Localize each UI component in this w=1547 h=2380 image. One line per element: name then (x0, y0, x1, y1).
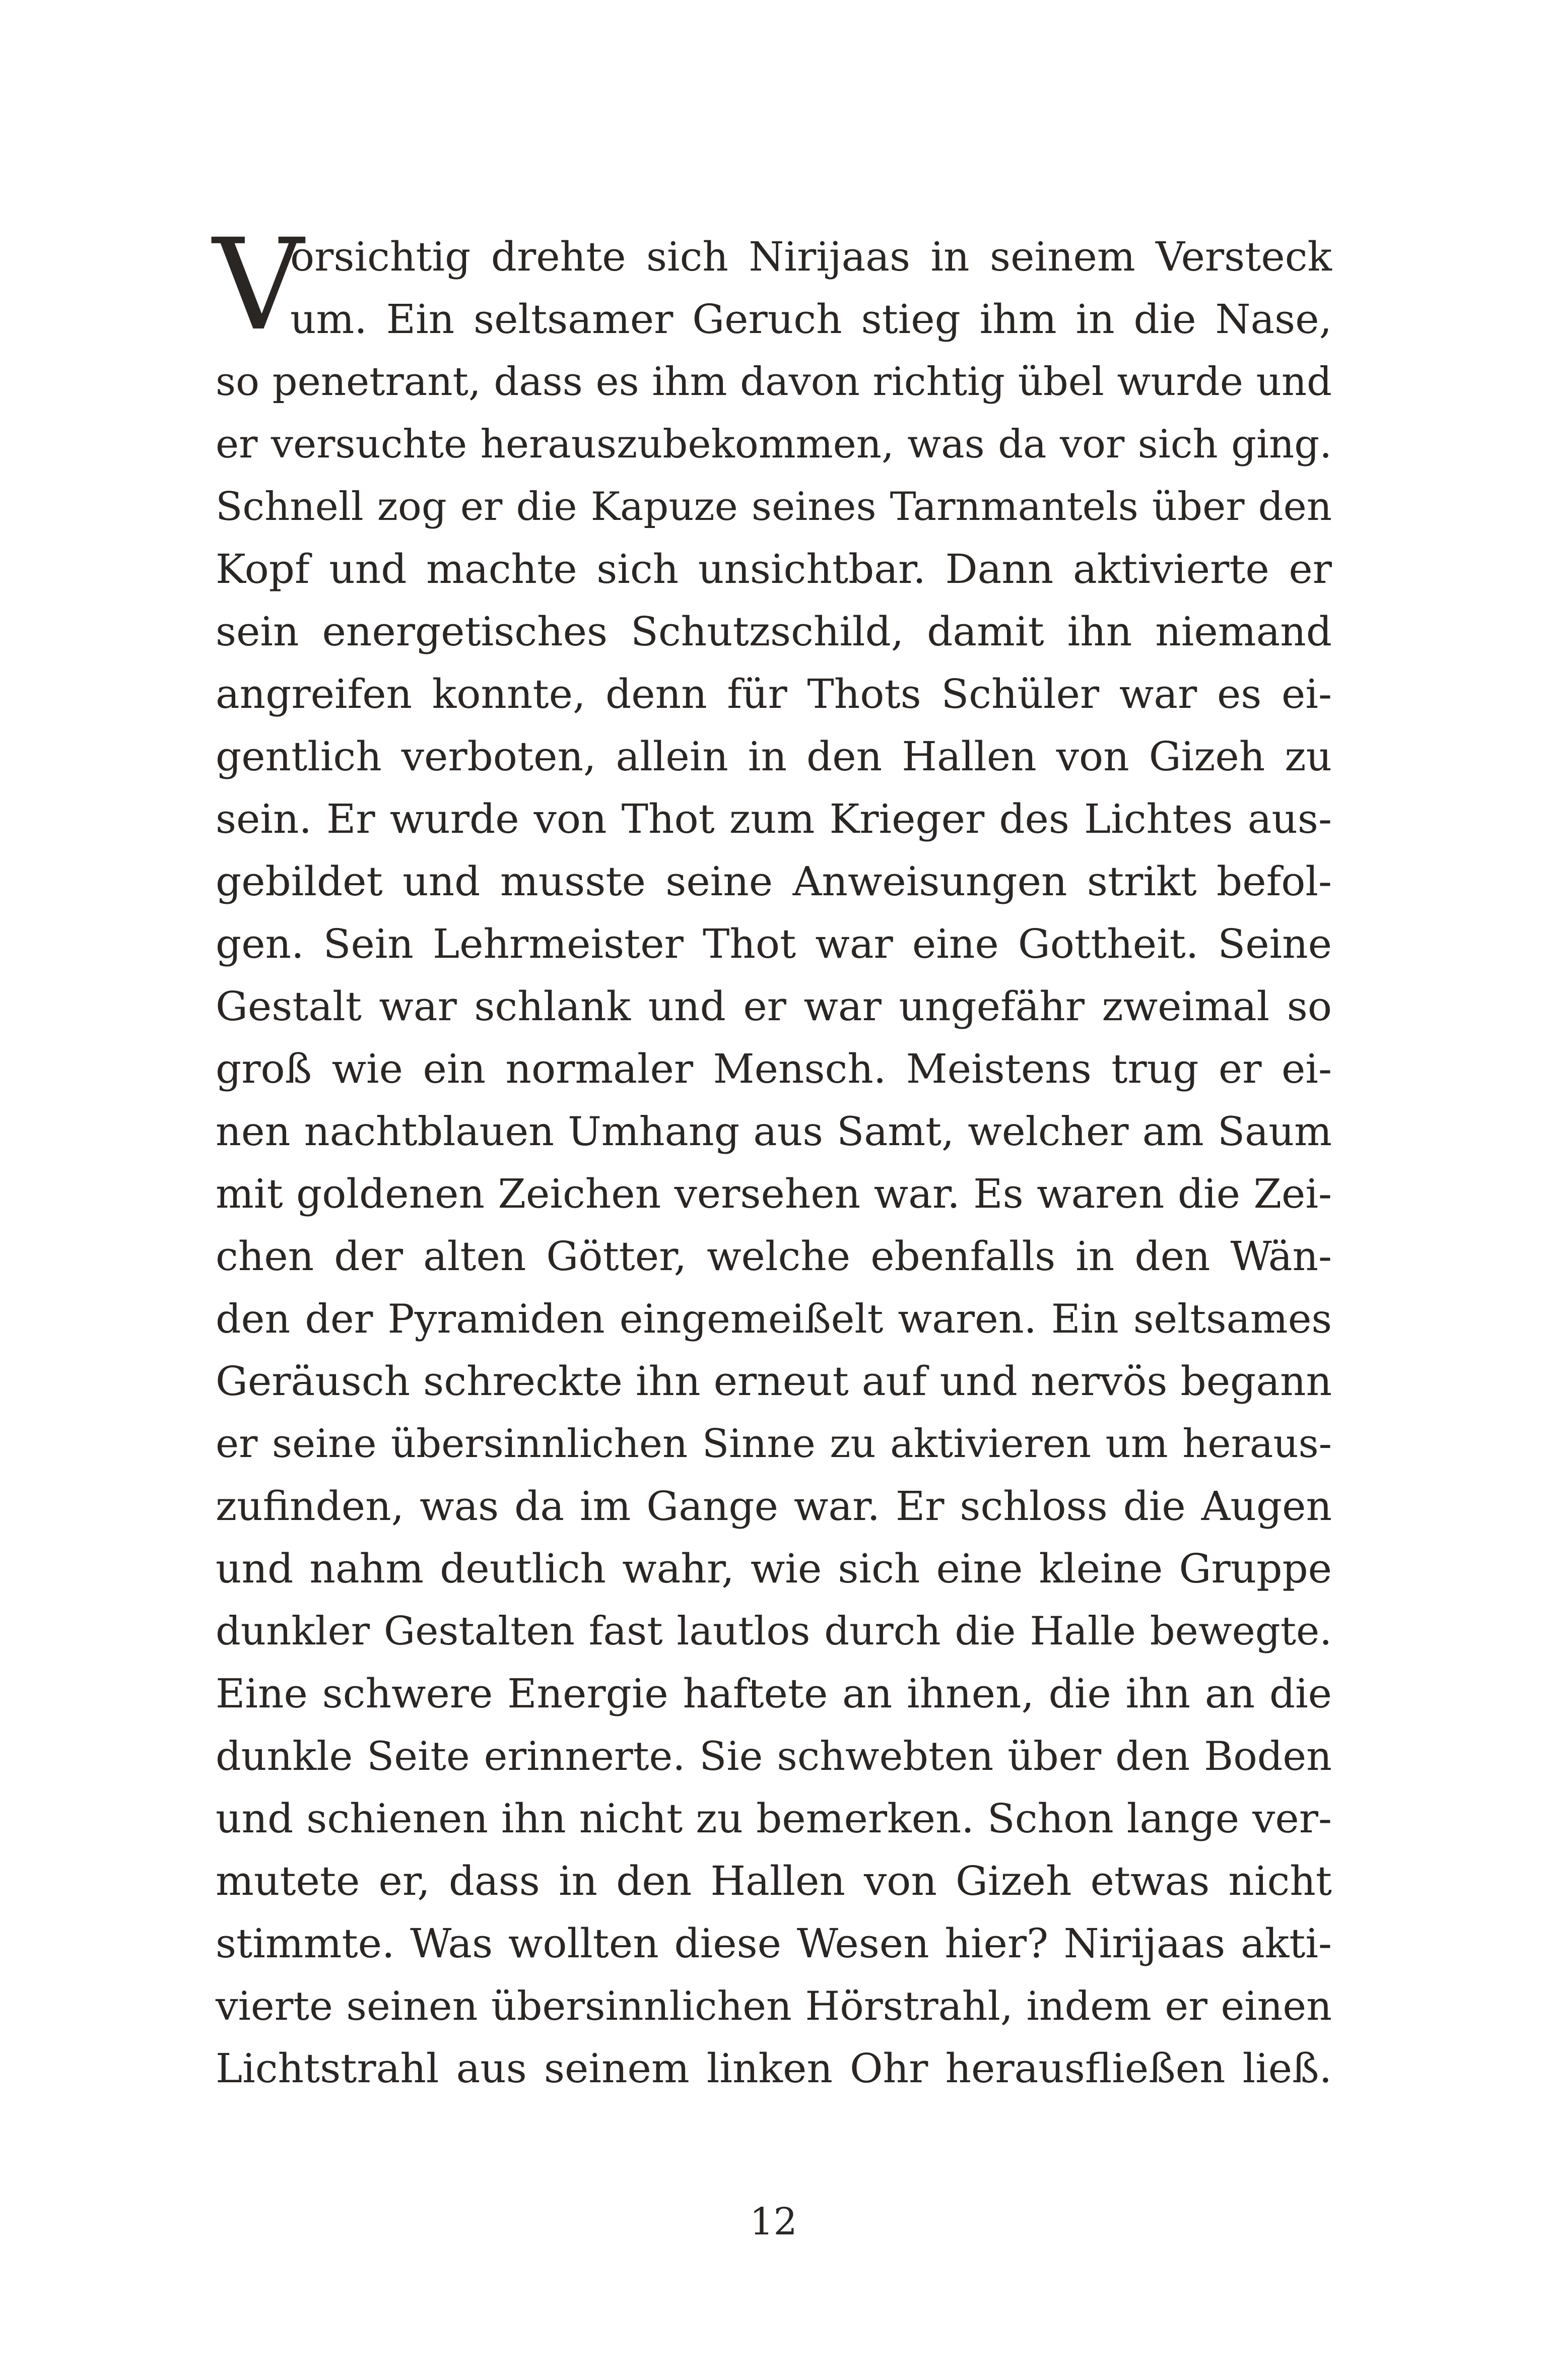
drop-cap: V (213, 212, 304, 358)
text-line: dunkle Seite erinnerte. Sie schwebten über den Boden (216, 1733, 1332, 1779)
text-line: er versuchte herauszubekommen, was da vor sich ging. (216, 422, 1332, 467)
body-text (213, 212, 1332, 2100)
text-line: den der Pyramiden eingemeißelt waren. Ein seltsames (216, 1296, 1332, 1342)
text-line: gen. Sein Lehrmeister Thot war eine Gottheit. Seine (216, 920, 1332, 967)
page-number: 12 (750, 2200, 797, 2243)
text-line: so penetrant, dass es ihm davon richtig übel wurde und (216, 359, 1332, 405)
text-lines (216, 351, 1332, 2100)
text-line: und nahm deutlich wahr, wie sich eine kleine Gruppe (216, 1545, 1332, 1592)
text-line: dunkler Gestalten fast lautlos durch die Halle bewegte. (216, 1609, 1332, 1654)
text-line: sein. Er wurde von Thot zum Krieger des Lichtes aus- (216, 796, 1332, 842)
text-line: chen der alten Götter, welche ebenfalls in den Wän- (216, 1233, 1332, 1280)
text-line: zufinden, was da im Gange war. Er schloss die Augen (216, 1483, 1332, 1530)
text-line: sein energetisches Schutzschild, damit ihn niemand (216, 608, 1332, 655)
text-line: stimmte. Was wollten diese Wesen hier? Nirijaas akti- (216, 1920, 1332, 1967)
text-line: Eine schwere Energie haftete an ihnen, die ihn an die (216, 1670, 1332, 1717)
text-line: Gestalt war schlank und er war ungefähr zweimal so (216, 983, 1332, 1030)
text-line: mit goldenen Zeichen versehen war. Es waren die Zei- (216, 1170, 1332, 1217)
text-line: Schnell zog er die Kapuze seines Tarnmantels über den (216, 484, 1332, 530)
text-line-2: um. Ein seltsamer Geruch stieg ihm in die Nase, (290, 296, 1332, 343)
text-line: angreifen konnte, denn für Thots Schüler war es ei- (216, 671, 1332, 717)
text-line: Lichtstrahl aus seinem linken Ohr herausfließen ließ. (216, 2045, 1332, 2092)
text-line: Kopf und machte sich unsichtbar. Dann aktivierte er (216, 546, 1332, 592)
first-line-text: orsichtig drehte sich Nirijaas in seinem Versteck (290, 233, 1332, 280)
text-line: gentlich verboten, allein in den Hallen von Gizeh zu (216, 733, 1332, 780)
text-line: und schienen ihn nicht zu bemerken. Schon lange ver- (216, 1795, 1332, 1842)
text-line: er seine übersinnlichen Sinne zu aktivieren um heraus- (216, 1421, 1332, 1467)
text-line: groß wie ein normaler Mensch. Meistens trug er ei- (216, 1045, 1332, 1092)
text-line: vierte seinen übersinnlichen Hörstrahl, indem er einen (216, 1983, 1332, 2029)
text-line: Geräusch schreckte ihn erneut auf und nervös begann (216, 1358, 1332, 1405)
text-line: nen nachtblauen Umhang aus Samt, welcher am Saum (216, 1108, 1332, 1155)
text-line: gebildet und musste seine Anweisungen strikt befol- (216, 858, 1332, 905)
text-line: mutete er, dass in den Hallen von Gizeh etwas nicht (216, 1858, 1332, 1904)
